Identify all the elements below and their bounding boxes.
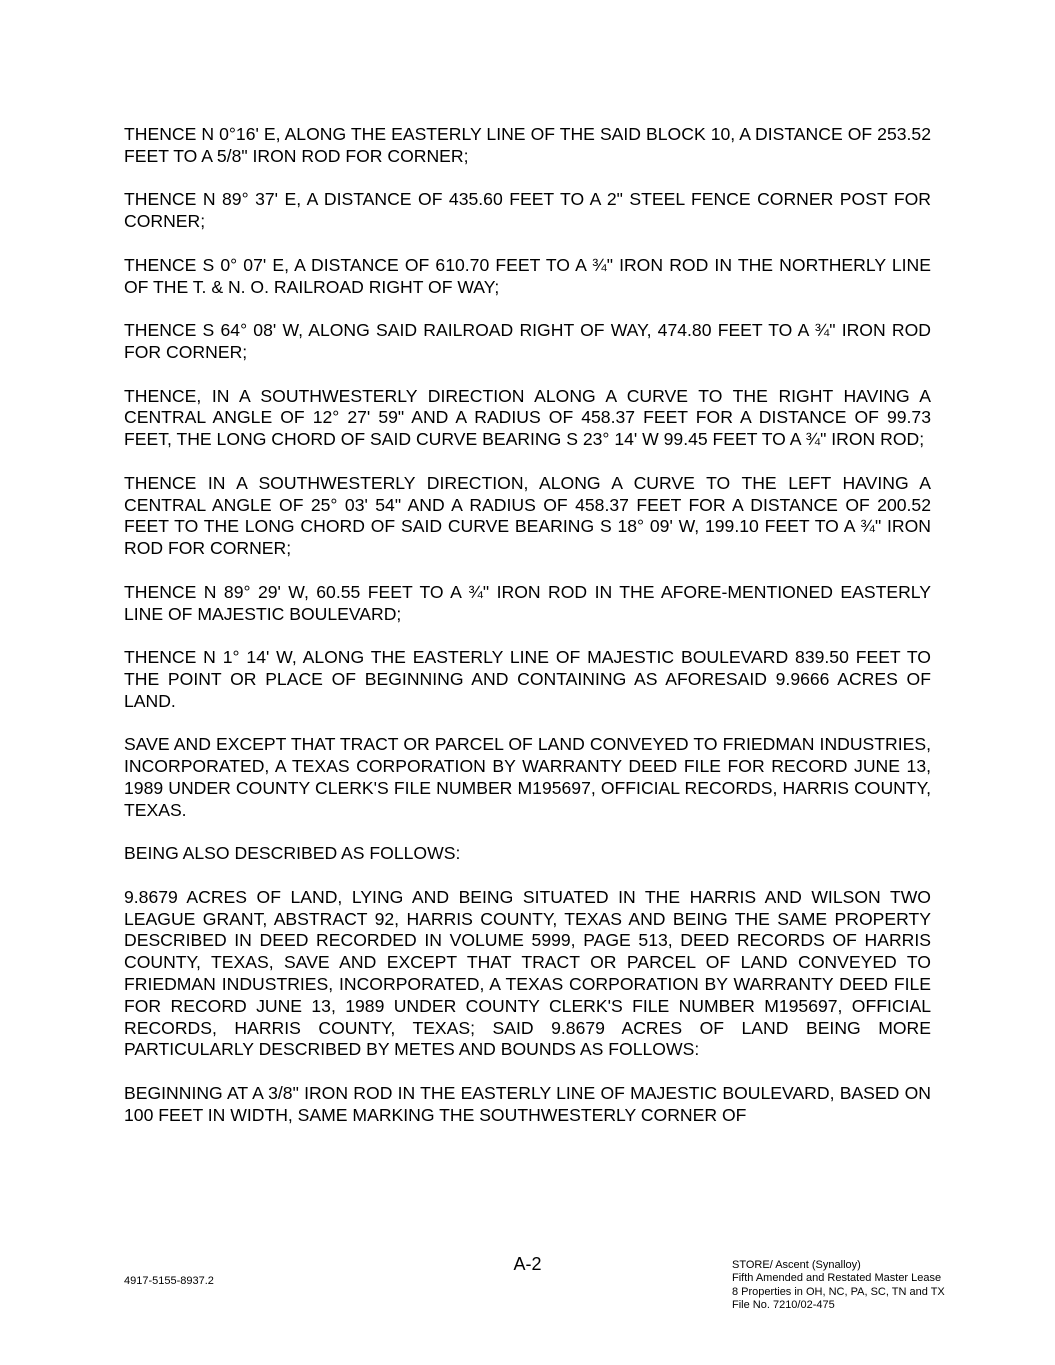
footer-line: File No. 7210/02-475	[732, 1298, 835, 1311]
paragraph: THENCE S 0° 07' E, A DISTANCE OF 610.70 FEET TO A ¾" IRON ROD IN THE NORTHERLY LINE OF THE T. & N. O. RAILROAD RIGHT OF WAY;	[124, 254, 931, 297]
paragraph: THENCE N 89° 37' E, A DISTANCE OF 435.60 FEET TO A 2" STEEL FENCE CORNER POST FOR CORNER;	[124, 189, 931, 232]
footer-lease-info	[732, 1259, 945, 1312]
paragraph: SAVE AND EXCEPT THAT TRACT OR PARCEL OF LAND CONVEYED TO FRIEDMAN INDUSTRIES, INCORPORATED, A TEXAS CORPORATION BY WARRANTY DEED FILE FOR RECORD JUNE 13, 1989 UNDER COUNTY CLERK'S FILE NUMBER M195697, OFFICIAL RECORDS, HARRIS COUNTY, TEXAS.	[124, 734, 931, 820]
paragraph: BEING ALSO DESCRIBED AS FOLLOWS:	[124, 843, 461, 864]
paragraph: THENCE N 0°16' E, ALONG THE EASTERLY LINE OF THE SAID BLOCK 10, A DISTANCE OF 253.52 FEET TO A 5/8" IRON ROD FOR CORNER;	[124, 124, 931, 166]
paragraph: THENCE N 1° 14' W, ALONG THE EASTERLY LINE OF MAJESTIC BOULEVARD 839.50 FEET TO THE POINT OR PLACE OF BEGINNING AND CONTAINING AS AFORESAID 9.9666 ACRES OF LAND.	[124, 647, 931, 711]
footer-line: 8 Properties in OH, NC, PA, SC, TN and TX	[732, 1285, 945, 1298]
document-body	[124, 124, 931, 1148]
paragraph: THENCE IN A SOUTHWESTERLY DIRECTION, ALONG A CURVE TO THE LEFT HAVING A CENTRAL ANGLE OF 25° 03' 54" AND A RADIUS OF 458.37 FEET FOR A DISTANCE OF 200.52 FEET TO THE LONG CHORD OF SAID CURVE BEARING S 18° 09' W, 199.10 FEET TO A ¾" IRON ROD FOR CORNER;	[124, 472, 931, 559]
page-number: A-2	[513, 1254, 542, 1274]
footer-line: STORE/ Ascent (Synalloy)	[732, 1259, 861, 1271]
paragraph: THENCE N 89° 29' W, 60.55 FEET TO A ¾" IRON ROD IN THE AFORE-MENTIONED EASTERLY LINE OF MAJESTIC BOULEVARD;	[124, 581, 931, 624]
paragraph: 9.8679 ACRES OF LAND, LYING AND BEING SITUATED IN THE HARRIS AND WILSON TWO LEAGUE GRANT, ABSTRACT 92, HARRIS COUNTY, TEXAS AND BEING THE SAME PROPERTY DESCRIBED IN DEED RECORDED IN VOLUME 5999, PAGE 513, DEED RECORDS OF HARRIS COUNTY, TEXAS, SAVE AND EXCEPT THAT TRACT OR PARCEL OF LAND CONVEYED TO FRIEDMAN INDUSTRIES, INCORPORATED, A TEXAS CORPORATION BY WARRANTY DEED FILE FOR RECORD JUNE 13, 1989 UNDER COUNTY CLERK'S FILE NUMBER M195697, OFFICIAL RECORDS, HARRIS COUNTY, TEXAS; SAID 9.8679 ACRES OF LAND BEING MORE PARTICULARLY DESCRIBED BY METES AND BOUNDS AS FOLLOWS:	[124, 886, 931, 1060]
footer-line: Fifth Amended and Restated Master Lease	[732, 1272, 942, 1285]
paragraph: BEGINNING AT A 3/8" IRON ROD IN THE EASTERLY LINE OF MAJESTIC BOULEVARD, BASED ON 100 FEET IN WIDTH, SAME MARKING THE SOUTHWESTERLY CORNER OF	[124, 1083, 931, 1125]
document-id: 4917-5155-8937.2	[124, 1275, 214, 1287]
paragraph: THENCE S 64° 08' W, ALONG SAID RAILROAD RIGHT OF WAY, 474.80 FEET TO A ¾" IRON ROD FOR CORNER;	[124, 320, 931, 362]
paragraph: THENCE, IN A SOUTHWESTERLY DIRECTION ALONG A CURVE TO THE RIGHT HAVING A CENTRAL ANGLE OF 12° 27' 59" AND A RADIUS OF 458.37 FEET FOR A DISTANCE OF 99.73 FEET, THE LONG CHORD OF SAID CURVE BEARING S 23° 14' W 99.45 FEET TO A ¾" IRON ROD;	[124, 385, 931, 450]
